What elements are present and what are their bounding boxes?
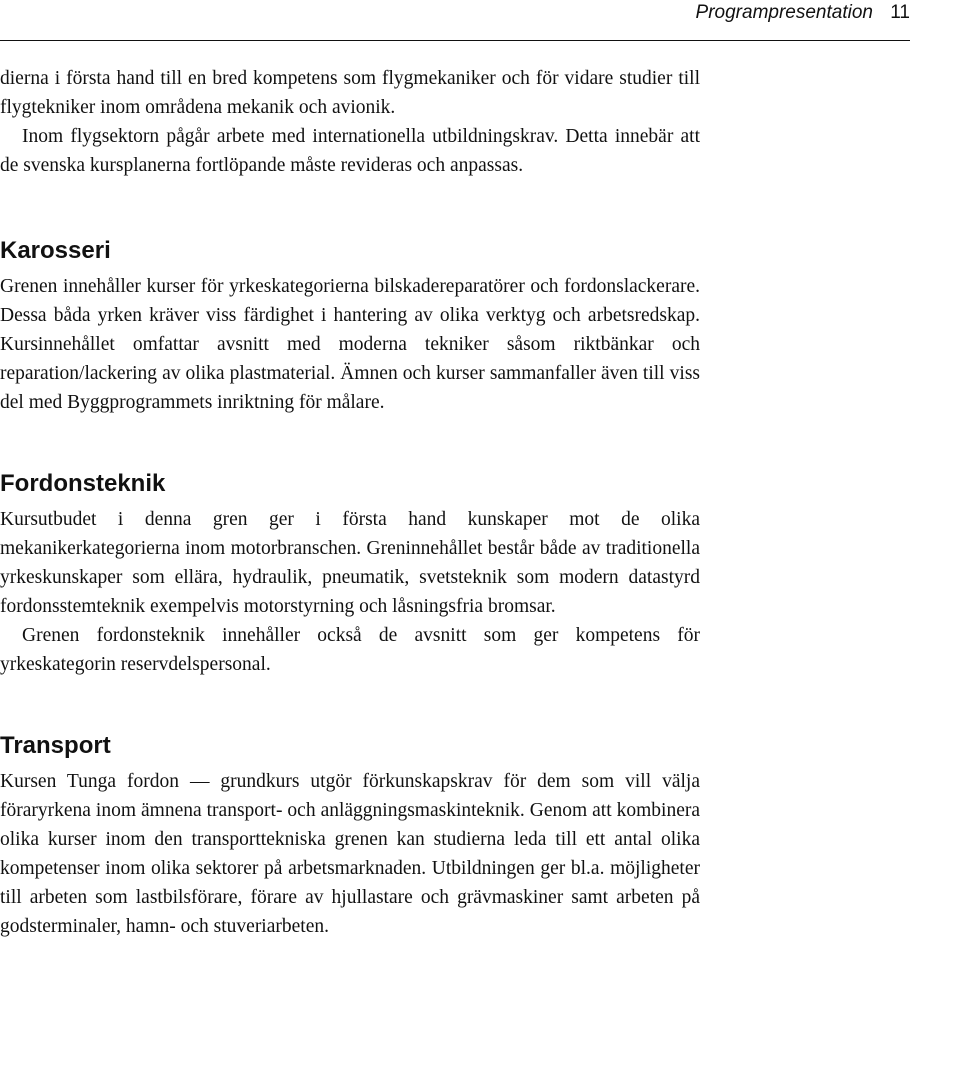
section-paragraph: Grenen fordonsteknik innehåller också de avsnitt som ger kompetens för yrkeskategorin reservdelspersonal. (0, 625, 700, 675)
section-paragraph: Grenen innehåller kurser för yrkeskategorierna bilskadereparatörer och fordonslackerare. Dessa båda yrken kräver viss färdighet i hantering av olika verktyg och arbetsredskap. Kursinnehållet omfattar avsnitt med moderna tekniker såsom riktbänkar och reparation/lackering av olika plastmaterial. Ämnen och kurser sammanfaller även till viss del med Byggprogrammets inriktning för målare. (0, 276, 700, 413)
intro-paragraph: dierna i första hand till en bred kompetens som flygmekaniker och för vidare studier till flygtekniker inom områdena mekanik och avionik. (0, 68, 700, 118)
page-number: 11 (890, 2, 910, 23)
section-paragraph: Kursutbudet i denna gren ger i första hand kunskaper mot de olika mekanikerkategorierna inom motorbranschen. Greninnehållet består både av traditionella yrkeskunskaper som ellära, hydraulik, pneumatik, svetsteknik som modern datastyrd fordonsstemteknik exempelvis motorstyrning och låsningsfria bromsar. (0, 509, 700, 617)
section-fordonsteknik (0, 469, 700, 679)
section-karosseri (0, 236, 700, 417)
page-header (0, 0, 910, 41)
section-paragraph: Kursen Tunga fordon — grundkurs utgör förkunskapskrav för dem som vill välja föraryrkena inom ämnena transport- och anläggningsmaskinteknik. Genom att kombinera olika kurser inom den transporttekniska grenen kan studierna leda till ett antal olika kompetenser inom olika sektorer på arbetsmarknaden. Utbildningen ger bl.a. möjligheter till arbeten som lastbilsförare, förare av hjullastare och grävmaskiner samt arbeten på godsterminaler, hamn- och stuveriarbeten. (0, 771, 700, 937)
header-title: Programpresentation (695, 2, 873, 23)
section-transport (0, 731, 700, 941)
section-heading: Fordonsteknik (0, 470, 166, 497)
document-body (0, 64, 700, 941)
intro-text (0, 64, 700, 180)
section-heading: Karosseri (0, 237, 111, 264)
running-header (696, 2, 910, 24)
section-heading: Transport (0, 732, 111, 759)
intro-paragraph: Inom flygsektorn pågår arbete med internationella utbildningskrav. Detta innebär att de svenska kursplanerna fortlöpande måste revideras och anpassas. (0, 126, 700, 176)
